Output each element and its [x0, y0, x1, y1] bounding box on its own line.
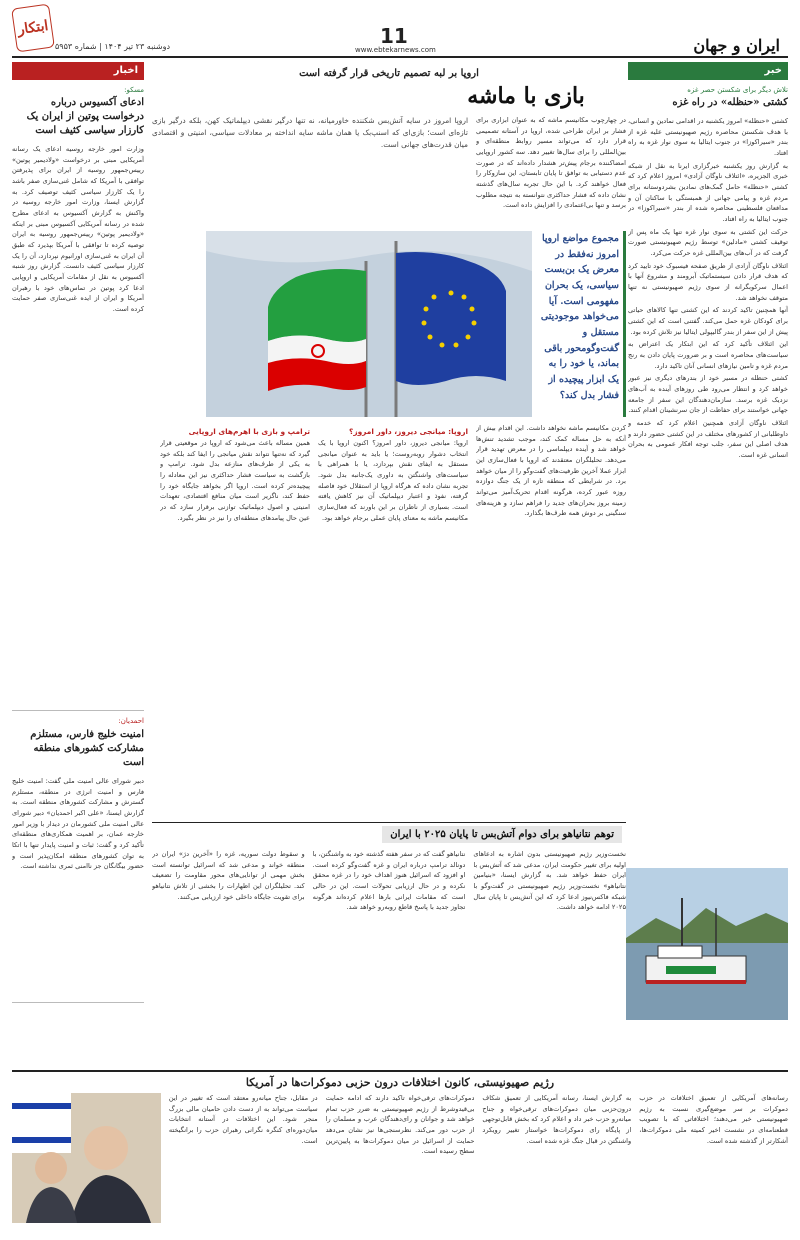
- news-paragraph: ائتلاف ناوگان آزادی از طریق صفحه فیسبوک خود تایید کرد که هدف قرار دادن سیستماتیک آبرومند و مشروع آنها با اعمال سرکوبگرانه از سوی رژیم صهیونیستی نه تنها متوقف نخواهد شد.: [628, 261, 788, 302]
- brief-body: وزارت امور خارجه روسیه ادعای یک رسانه آمریکایی مبنی بر درخواست «ولادیمیر پوتین» رییس‌جمهور روسیه از ایران برای پذیرفتن توافقی با آمریکا که شامل غنی‌سازی صفر باشد را یک کارزار سیاسی کثیف توصیف کرد. به گزارش ایسنا، وزارت امور خارجه روسیه در واکنش به گزارش آکسیوس به ادعای مطرح شده در رسانه آمریکایی آکسیوس مبنی بر اینکه «ولادیمیر پوتین» رییس‌جمهور روسیه به ایران توصیه کرده تا توافقی با آمریکا بپذیرد که طبق آن ایران به غنی‌سازی اورانیوم نپردازد، آن را یک کارزار سیاسی کثیف دانست. گزارش روز شنبه آکسیوس به نقل از مقامات آمریکایی و اروپایی ادعا کرد پوتین در تماس‌های خود با رهبران آمریکا و ایران از ایده غنی‌سازی صفر حمایت کرده است.: [12, 145, 144, 314]
- brief-item: [12, 86, 144, 711]
- article-title[interactable]: بازی با ماشه: [467, 83, 585, 109]
- article-subhead: ترامپ و بازی با اهرم‌های اروپایی: [188, 427, 310, 436]
- article-column: [318, 423, 468, 767]
- article-lead-row: [152, 115, 626, 225]
- bottom-article-column: [326, 1093, 475, 1223]
- bottom-article-column: [639, 1093, 788, 1223]
- news-paragraph: ائتلاف ناوگان آزادی همچنین اعلام کرد که خدمه و داوطلبانی از کشورهای مختلف در این کشتی حضور دارند و هدف اصلی این سفر، جلب توجه افکار عمومی به بحران انسانی غزه است.: [628, 419, 788, 460]
- issue-date: دوشنبه ۲۳ تیر ۱۴۰۴ | شماره ۵۹۵۳: [55, 42, 171, 51]
- news-column: [628, 62, 788, 862]
- column-text: در مقابل، جناح میانه‌رو معتقد است که تغییر در این سیاست می‌تواند به از دست دادن حامیان مالی بزرگ منجر شود. این اختلافات در آستانه انتخابات میان‌دوره‌ای کنگره نگرانی رهبران حزب را برانگیخته است.: [168, 1094, 318, 1145]
- news-kicker: تلاش دیگر برای شکستن حصر غزه: [687, 86, 788, 94]
- page-header: [0, 0, 800, 58]
- intro-text: در چهارچوب مکانیسم ماشه که به عنوان ابزاری برای فشار بر ایران طراحی شده، اروپا در آستانه تصمیمی قرار دارد که می‌تواند مسیر روابط منطقه‌ای و بین‌المللی را برای سال‌ها تغییر دهد. سه کشور اروپایی امضاکننده برجام پیش‌تر هشدار داده‌اند که در صورت عدم دستیابی به توافق تا پایان تابستان، این سازوکار را فعال خواهند کرد. با این حال تجربه سال‌های گذشته نشان داده که فشار حداکثری نتوانسته به نتیجه مطلوب برسد و تنها بی‌اعتمادی را افزایش داده است.: [476, 116, 626, 210]
- second-article-column: [152, 849, 305, 1063]
- ship-illustration: [626, 868, 788, 1020]
- second-article: [152, 822, 626, 1062]
- pull-quote: مجموع مواضع اروپا امروز نه‌فقط در معرض یک بن‌بست سیاسی، یک بحران مفهومی است. آیا می‌خواهد موجودیتی مستقل و گفت‌وگومحور باقی بماند، یا خود را به یک ابزار پیچیده از فشار بدل کند؟: [540, 231, 626, 417]
- brief-kicker: احمدیان:: [118, 717, 144, 725]
- brief-body: دبیر شورای عالی امنیت ملی گفت: امنیت خلیج فارس و امنیت انرژی در منطقه، مستلزم گسترش و مشارکت کشورهای منطقه است. به گزارش ایسنا، «علی اکبر احمدیان» دبیر شورای عالی امنیت ملی کشورمان در دیدار با وزیر امور خارجه عمان، بر اهمیت همکاری‌های منطقه‌ای تأکید کرد و گفت: ثبات و امنیت پایدار تنها با اتکا به توان کشورهای منطقه امکان‌پذیر است و حضور بیگانگان جز ناامنی ثمری نداشته است.: [12, 777, 144, 871]
- lead-wrapper: [152, 115, 468, 225]
- intro-column: [476, 115, 626, 225]
- news-paragraph: به گزارش روز یکشنبه خبرگزاری ایرنا به نقل از شبکه خبری الجزیره، «ائتلاف ناوگان آزادی» امروز اعلام کرد که کشتی «حنظله» حامل گمک‌های نمادین بشردوستانه برای مردم غزه و پیامی جهانی از همبستگی با ساکنان آن و مدافعان فلسطینی محاصره شده از بندر «سیراکوزا» در جنوب ایتالیا به راه افتاد.: [628, 161, 788, 224]
- column-text: دموکرات‌های ترقی‌خواه تاکید دارند که ادامه حمایت بی‌قیدوشرط از رژیم صهیونیستی به ضرر حزب تمام خواهد شد و جوانان و رای‌دهندگان عرب و مسلمان را از حزب دور می‌کند. نظرسنجی‌ها نیز نشان می‌دهد حمایت از اسرائیل در میان دموکرات‌ها به پایین‌ترین سطح رسیده است.: [325, 1094, 475, 1156]
- brief-kicker: مسکو:: [124, 86, 144, 94]
- brief-headline[interactable]: امنیت خلیج فارس، مستلزم مشارکت کشورهای منطقه است: [30, 729, 144, 768]
- news-paragraph: این ائتلاف تأکید کرد که این ابتکار یک اعتراض به سیاست‌های محاصره است و بر ضرورت پایان دادن به رنج مردم غزه و تامین نیازهای انسانی آنان تاکید دارد.: [628, 340, 788, 370]
- bottom-article-title[interactable]: رژیم صهیونیستی، کانون اختلافات درون حزبی دموکرات‌ها در آمریکا: [245, 1076, 555, 1089]
- column-text: و سقوط دولت سوریه، غزه را «آخرین دژ» ایران در منطقه خواند و مدعی شد که اسرائیل توانسته است بخش مهمی از توانایی‌های محور مقاومت را تضعیف کند. تحلیلگران این اظهارات را بخشی از تلاش نتانیاهو برای تقویت جایگاه داخلی خود ارزیابی می‌کنند.: [151, 850, 305, 901]
- bottom-article-body: [12, 1093, 788, 1223]
- news-paragraph: حرکت این کشتی به سوی نوار غزه تنها یک ماه پس از توقیف کشتی «مادلین» توسط رژیم صهیونیستی صورت گرفت که در آب‌های بین‌المللی غزه حرکت می‌کرد.: [628, 227, 788, 258]
- article-columns: [152, 423, 626, 767]
- photo-row: [152, 231, 626, 417]
- flags-illustration: [206, 231, 532, 417]
- section-title: ایران و جهان: [693, 36, 780, 55]
- column-text: رسانه‌های آمریکایی از تعمیق اختلافات در حزب دموکرات بر سر موضع‌گیری نسبت به رژیم صهیونیستی خبر می‌دهند؛ اختلافاتی که با تصویب قطعنامه‌ای در نشست اخیر کمیته ملی دموکرات‌ها، آشکارتر از گذشته شده است.: [639, 1094, 788, 1145]
- column-text: همین مساله باعث می‌شود که اروپا در موقعیتی قرار گیرد که نه‌تنها نتواند نقش میانجی را ایفا کند بلکه خود به یکی از طرف‌های منازعه بدل شود. ترامپ و بازگشت به سیاست فشار حداکثری نیز این معادله را پیچیده‌تر کرده است. اروپا اگر بخواهد جایگاه خود را حفظ کند، ناگزیر است میان منافع اقتصادی، تعهدات امنیتی و اصول دیپلماتیک توازنی برقرار سازد که در عین حال پیامدهای منطقه‌ای را نیز در نظر بگیرد.: [160, 439, 310, 522]
- column-text: اروپا: میانجی دیروز، داور امروز؟ اکنون اروپا با یک انتخاب دشوار روبه‌روست؛ یا باید به عنوان میانجی مستقل به ایفای نقش بپردازد، یا با همراهی با سیاست‌های واشنگتن به داوری یک‌جانبه بدل شود. تجربه نشان داده که هرگاه اروپا از استقلال خود فاصله گرفته، نفوذ و اعتبار دیپلماتیک آن نیز کاهش یافته است. بسیاری از ناظران بر این باورند که فعال‌سازی مکانیسم ماشه به معنای پایان عملی برجام خواهد بود.: [318, 439, 468, 522]
- second-article-title[interactable]: توهم نتانیاهو برای دوام آتش‌بس تا پایان ۲۰۲۵ با ایران: [382, 826, 622, 843]
- second-article-header: [152, 823, 626, 845]
- column-text: نخست‌وزیر رژیم صهیونیستی بدون اشاره به ادعاهای اولیه برای تغییر حکومت ایران، مدعی شد که آتش‌بس با ایران حفظ خواهد شد. به گزارش ایسنا، «بنیامین نتانیاهو» نخست‌وزیر رژیم صهیونیستی در گفت‌وگو با شبکه فاکس‌نیوز ادعا کرد که این آتش‌بس تا پایان سال ۲۰۲۵ ادامه خواهد داشت.: [473, 850, 626, 912]
- news-paragraph: کشتی حنظله در مسیر خود از بندرهای دیگری نیز عبور خواهد کرد و انتظار می‌رود طی روزهای آینده به آب‌های نزدیک غزه برسد. سازمان‌دهندگان این سفر از جامعه جهانی خواستند برای حفاظت از جان سرنشینان اقدام کنند.: [628, 374, 788, 415]
- article-subhead: اروپا: میانجی دیروز، داور امروز؟: [349, 427, 468, 436]
- ship-photo: [626, 868, 788, 1020]
- briefs-label: اخبار: [12, 62, 144, 80]
- article-subtitle: اروپا بر لبه تصمیم تاریخی قرار گرفته است: [299, 68, 479, 79]
- article-lead: اروپا امروز در سایه آتش‌بس شکننده خاورمیانه، نه تنها درگیر نقشی دیپلماتیک کهن، بلکه درگیر بازی تازه‌ای است؛ بازی‌ای که اسنپ‌بک یا همان ماشه سایه انداخته بر معادلات سیاسی، امنیتی و اقتصادی میان قدرت‌های جهانی است.: [152, 116, 468, 149]
- second-article-body: [152, 849, 626, 1063]
- header-divider: [12, 56, 788, 58]
- news-paragraph: آنها همچنین تاکید کردند که این کشتی تنها کالاهای حیاتی برای کودکان غزه حمل می‌کند. گفتنی است که این کشتی پیش از این سفر از بندر گالیپولی ایتالیا نیز تلاش کرده بود.: [628, 306, 788, 336]
- bottom-article-column: [169, 1093, 318, 1223]
- briefs-column: [12, 62, 144, 1062]
- column-text: نتانیاهو گفت که در سفر هفته گذشته خود به واشنگتن، با دونالد ترامپ درباره ایران و غزه گفت‌وگو کرده است. او افزود که اسرائیل هنوز اهداف خود را در غزه محقق نکرده و در حال ارزیابی تحولات است. این در حالی است که مقامات ایرانی بارها اعلام کرده‌اند هرگونه تجاوز جدید با پاسخ قاطع روبه‌رو خواهد شد.: [312, 850, 466, 912]
- portrait-illustration: [12, 1093, 161, 1223]
- brief-headline[interactable]: ادعای آکسیوس درباره درخواست پوتین از ایران یک کارزار سیاسی کثیف است: [26, 97, 144, 136]
- second-article-column: [313, 849, 466, 1063]
- newspaper-logo: ابتکار: [11, 4, 55, 53]
- article-column: [160, 423, 310, 767]
- column-text: کردن مکانیسم ماشه نخواهد داشت. این اقدام بیش از آنکه به حل مساله کمک کند، موجب تشدید تنش‌ها خواهد شد و آینده دیپلماسی را در معرض تهدید قرار می‌دهد. تحلیلگران معتقدند که اروپا با فعال‌سازی این ابزار عملا آخرین ظرفیت‌های گفت‌وگو را از میان خواهد برد. در شرایطی که منطقه تازه از یک جنگ دوازده روزه عبور کرده، هرگونه اقدام تحریک‌آمیز می‌تواند زمینه بروز بحران‌های جدید را فراهم سازد و هزینه‌های سنگینی بر دوش همه طرف‌ها بگذارد.: [476, 424, 626, 518]
- brief-item: [12, 717, 144, 1003]
- article-column: [476, 423, 626, 767]
- netanyahu-photo: [12, 1093, 161, 1223]
- news-headline[interactable]: کشتی «حنظله» در راه غزه: [672, 97, 788, 108]
- flags-photo: [206, 231, 532, 417]
- news-label: خبر: [628, 62, 788, 80]
- bottom-article: [12, 1070, 788, 1235]
- site-url[interactable]: www.ebtekarnews.com: [355, 46, 436, 54]
- second-article-column: [473, 849, 626, 1063]
- news-paragraph: کشتی «حنظله» امروز یکشنبه در اقدامی نمادین و انسانی، با هدف شکستن محاصره رژیم صهیونیستی علیه غزه از بندر «سیراکوزا» در جنوب ایتالیا به سوی نوار غزه به راه افتاد.: [628, 117, 788, 158]
- column-text: به گزارش ایسنا، رسانه آمریکایی از تعمیق شکاف درون‌حزبی میان دموکرات‌های ترقی‌خواه و جناح میانه‌رو حزب خبر داد و اعلام کرد که بخش قابل‌توجهی از پایگاه رای دموکرات‌ها خواستار تغییر رویکرد واشنگتن در قبال جنگ غزه شده است.: [482, 1094, 632, 1145]
- bottom-article-column: [482, 1093, 631, 1223]
- page-number: 11: [380, 24, 408, 48]
- main-article: [152, 62, 626, 767]
- news-body: [628, 116, 788, 461]
